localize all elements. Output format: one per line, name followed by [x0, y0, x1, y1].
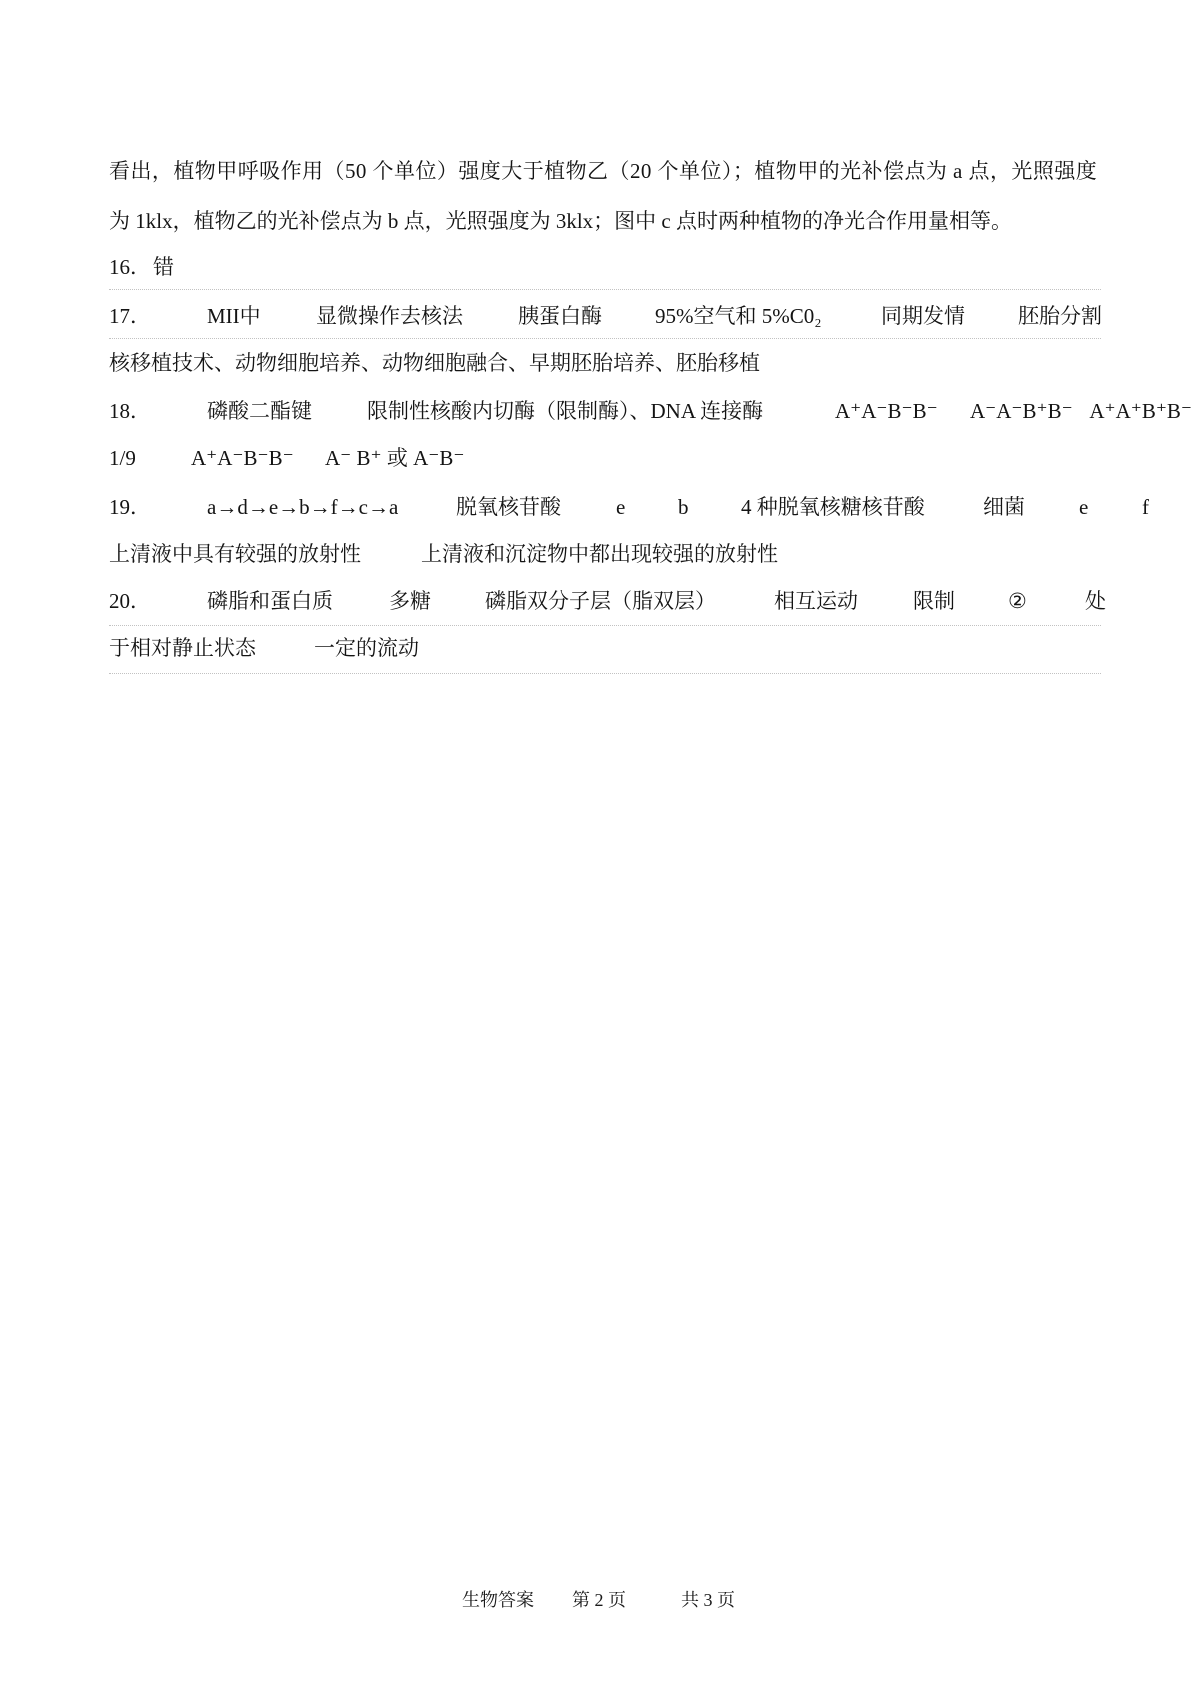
footer-subject: 生物答案	[462, 1590, 534, 1610]
question-20-number: 20．	[109, 589, 151, 613]
question-17-continuation: 核移植技术、动物细胞培养、动物细胞融合、早期胚胎培养、胚胎移植	[109, 351, 760, 375]
question-18-answer-4: A⁻A⁻B⁺B⁻	[970, 399, 1073, 423]
question-16-answer: 错	[153, 255, 174, 279]
question-20-line2-answer-2: 一定的流动	[314, 636, 419, 660]
question-19-answer-8: f	[1142, 495, 1149, 519]
question-17-answer-5: 同期发情	[881, 304, 965, 328]
question-18-number: 18．	[109, 399, 151, 423]
dotted-rule-3	[109, 625, 1101, 626]
question-19-answer-3: e	[616, 495, 626, 519]
question-18-answer-5: A⁺A⁺B⁺B⁻	[1089, 399, 1192, 423]
question-17-answer-2: 显微操作去核法	[316, 304, 463, 328]
question-17-number: 17．	[109, 304, 151, 328]
question-16-number: 16．	[109, 255, 151, 279]
question-16	[109, 253, 174, 281]
question-17-answer-3: 胰蛋白酶	[518, 304, 602, 328]
footer-total-pages: 共 3 页	[681, 1590, 735, 1610]
question-19-line2-answer-2: 上清液和沉淀物中都出现较强的放射性	[421, 542, 778, 566]
paragraph-line-2: 为 1klx，植物乙的光补偿点为 b 点，光照强度为 3klx；图中 c 点时两种植物的净光合作用量相等。	[109, 209, 1012, 233]
question-20-answer-7: 处	[1085, 589, 1106, 613]
question-20-line2-answer-1: 于相对静止状态	[109, 636, 256, 660]
footer-page-number: 第 2 页	[572, 1590, 626, 1610]
paragraph-line-1: 看出，植物甲呼吸作用（50 个单位）强度大于植物乙（20 个单位）；植物甲的光补偿点为 a 点，光照强度	[109, 159, 1098, 183]
question-19-line2-answer-1: 上清液中具有较强的放射性	[109, 542, 361, 566]
question-20-answer-3: 磷脂双分子层（脂双层）	[485, 589, 716, 613]
question-18-line2-answer-3: A⁻ B⁺ 或 A⁻B⁻	[325, 446, 465, 470]
question-19-answer-5: 4 种脱氧核糖核苷酸	[741, 495, 925, 519]
question-19-answer-7: e	[1079, 495, 1089, 519]
question-20-answer-2: 多糖	[389, 589, 431, 613]
question-20-answer-6: ②	[1008, 589, 1027, 613]
question-17-answer-1: MII中	[207, 304, 261, 328]
dotted-rule-4	[109, 673, 1101, 674]
question-18-answer-1: 磷酸二酯键	[207, 399, 312, 423]
question-20-answer-4: 相互运动	[774, 589, 858, 613]
question-20-answer-1: 磷脂和蛋白质	[207, 589, 333, 613]
question-19-answer-2: 脱氧核苷酸	[456, 495, 561, 519]
question-17-answer-6: 胚胎分割	[1018, 304, 1102, 328]
question-19-number: 19．	[109, 495, 151, 519]
dotted-rule-1	[109, 289, 1101, 290]
dotted-rule-2	[109, 338, 1101, 339]
question-20-answer-5: 限制	[913, 589, 955, 613]
question-17-answer-4: 95%空气和 5%C0₂	[655, 304, 822, 328]
question-18-line2-answer-2: A⁺A⁻B⁻B⁻	[191, 446, 294, 470]
question-18-answer-2: 限制性核酸内切酶（限制酶）、DNA 连接酶	[367, 399, 764, 423]
question-19-answer-1: a→d→e→b→f→c→a	[207, 495, 399, 519]
question-18-line2-answer-1: 1/9	[109, 446, 136, 470]
question-19-answer-6: 细菌	[983, 495, 1025, 519]
question-18-answer-3: A⁺A⁻B⁻B⁻	[835, 399, 938, 423]
question-19-answer-4: b	[678, 495, 689, 519]
